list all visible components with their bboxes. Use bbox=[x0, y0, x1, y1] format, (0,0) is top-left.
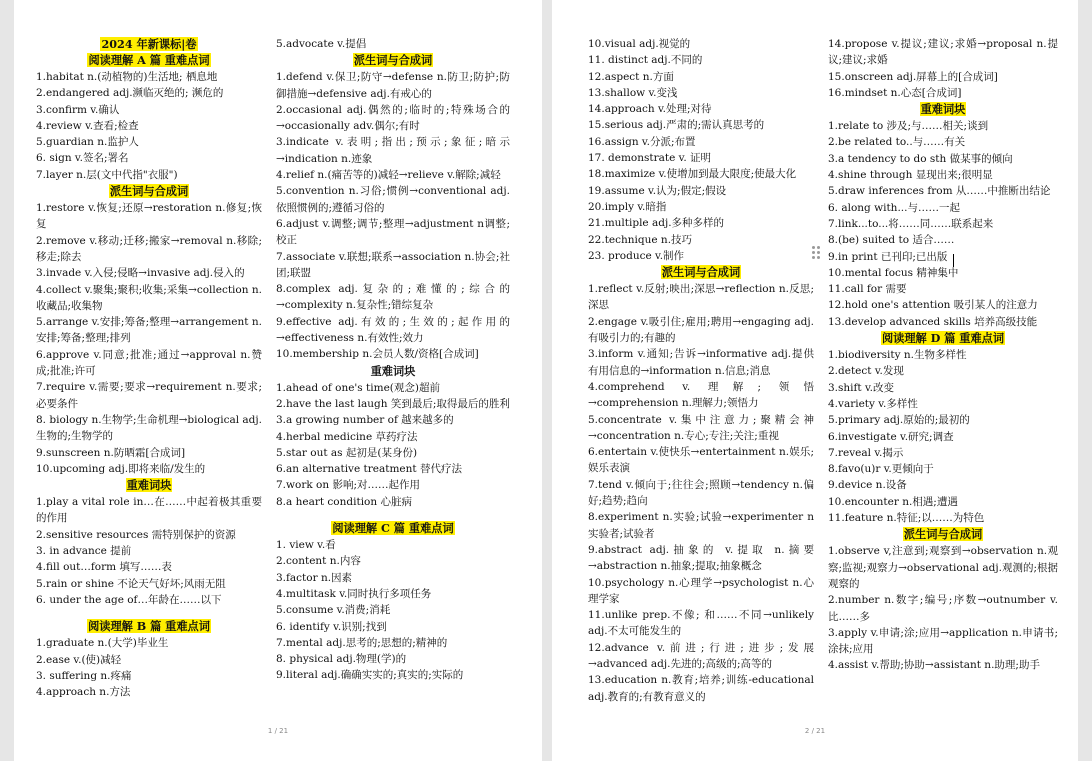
section-heading-text: 派生词与合成词 bbox=[109, 184, 189, 199]
document-page-2 bbox=[552, 0, 1078, 761]
text-cursor bbox=[953, 254, 954, 267]
vocabulary-entry: 8.favo(u)r v.更倾向于 bbox=[828, 463, 934, 476]
vocabulary-entry: 2.engage v.吸引住;雇用;聘用→engaging adj.有吸引力的;有趣的 bbox=[588, 315, 814, 345]
vocabulary-entry: 3.confirm v.确认 bbox=[36, 103, 120, 116]
vocabulary-entry: 3.invade v.入侵;侵略→invasive adj.侵入的 bbox=[36, 267, 245, 280]
vocabulary-entry: 6.investigate v.研究;调查 bbox=[828, 430, 954, 443]
vocabulary-entry: 5.draw inferences from 从……中推断出结论 bbox=[828, 185, 1051, 198]
vocabulary-entry: 1. view v.看 bbox=[276, 539, 336, 552]
vocabulary-entry: 4.comprehend v. 理解; 领悟→comprehension n.理解力;领悟力 bbox=[588, 380, 814, 410]
vocabulary-entry: 10.psychology n.心理学→psychologist n.心理学家 bbox=[588, 576, 814, 605]
section-heading bbox=[36, 619, 262, 634]
vocabulary-entry: 11.unlike prep.不像; 和……不同→unlikely adj.不太可能发生的 bbox=[588, 609, 814, 638]
vocabulary-entry: 3.apply v.申请;涂;应用→application n.申请书;涂抹;应用 bbox=[828, 626, 1058, 656]
page-1-left-column bbox=[36, 36, 262, 700]
vocabulary-entry: 6. under the age of…年龄在……以下 bbox=[36, 593, 222, 606]
vocabulary-entry: 5.guardian n.监护人 bbox=[36, 136, 139, 149]
vocabulary-entry: 6.an alternative treatment 替代疗法 bbox=[276, 463, 462, 476]
vocabulary-entry: 6. identify v.识别;找到 bbox=[276, 620, 387, 633]
vocabulary-entry: 21.multiple adj.多种多样的 bbox=[588, 217, 725, 230]
vocabulary-entry: 3.shift v.改变 bbox=[828, 381, 894, 394]
vocabulary-entry: 5.primary adj.原始的;最初的 bbox=[828, 414, 970, 427]
vocabulary-entry: 10.visual adj.视觉的 bbox=[588, 38, 691, 50]
section-heading bbox=[36, 37, 262, 52]
section-heading-text: 阅读理解 C 篇 重难点词 bbox=[332, 521, 454, 536]
vocabulary-entry: 9.effective adj.有效的;生效的;起作用的→effectiveness n.有效性;效力 bbox=[276, 315, 510, 345]
vocabulary-entry: 6. along with...与……一起 bbox=[828, 201, 960, 214]
vocabulary-entry: 13.develop advanced skills 培养高级技能 bbox=[828, 315, 1038, 328]
vocabulary-entry: 10.encounter n.相遇;遭遇 bbox=[828, 495, 958, 508]
vocabulary-entry: 7.tend v.倾向于;往往会;照顾→tendency n.偏好;趋势;趋向 bbox=[588, 478, 814, 508]
vocabulary-entry: 11.call for 需要 bbox=[828, 283, 907, 296]
vocabulary-entry: 1.play a vital role in…在……中起着极其重要的作用 bbox=[36, 496, 262, 525]
section-heading-text: 重难词块 bbox=[126, 478, 172, 493]
vocabulary-entry: 5.convention n.习俗;惯例→conventional adj.依照惯例的;遵循习俗的 bbox=[276, 185, 510, 214]
vocabulary-entry: 15.serious adj.严肃的;需认真思考的 bbox=[588, 119, 765, 132]
vocabulary-entry: 8.a heart condition 心脏病 bbox=[276, 495, 412, 508]
vocabulary-entry: 9.sunscreen n.防晒霜[合成词] bbox=[36, 446, 186, 459]
vocabulary-entry: 1.defend v.保卫;防守→defense n.防卫;防护;防御措施→defensive adj.有戒心的 bbox=[276, 71, 510, 100]
vocabulary-entry: 1.relate to 涉及;与……相关;谈到 bbox=[828, 120, 989, 133]
vocabulary-entry: 6.entertain v.使快乐→entertainment n.娱乐;娱乐表演 bbox=[588, 446, 814, 475]
vocabulary-entry: 2.number n.数字;编号;序数→outnumber v.比……多 bbox=[828, 594, 1058, 623]
section-heading-text: 派生词与合成词 bbox=[903, 527, 983, 542]
vocabulary-entry: 4.approach n.方法 bbox=[36, 686, 131, 699]
vocabulary-entry: 16.assign v.分派;布置 bbox=[588, 135, 696, 148]
vocabulary-entry: 4.shine through 显现出来;很明显 bbox=[828, 169, 993, 182]
vocabulary-entry: 8. biology n.生物学;生命机理→biological adj.生物的;生物学的 bbox=[36, 413, 262, 443]
vocabulary-entry: 20.imply v.暗指 bbox=[588, 200, 667, 213]
vocabulary-entry: 7.layer n.层(文中代指"衣服") bbox=[36, 168, 178, 181]
page-1-right-column bbox=[276, 36, 510, 684]
vocabulary-entry: 7.work on 影响;对……起作用 bbox=[276, 479, 421, 492]
section-heading-text: 重难词块 bbox=[370, 363, 416, 378]
vocabulary-entry: 2.sensitive resources 需特别保护的资源 bbox=[36, 528, 236, 541]
vocabulary-entry: 12.aspect n.方面 bbox=[588, 70, 674, 83]
vocabulary-entry: 11.feature n.特征;以……为特色 bbox=[828, 512, 985, 525]
section-heading bbox=[828, 331, 1058, 346]
vocabulary-entry: 12.advance v.前进;行进;进步;发展→advanced adj.先进的;高级的;高等的 bbox=[588, 641, 814, 670]
vocabulary-entry: 3.indicate v.表明;指出;预示;象征;暗示→indication n.迹象 bbox=[276, 136, 510, 165]
vocabulary-entry: 2.have the last laugh 笑到最后;取得最后的胜利 bbox=[276, 397, 510, 410]
vocabulary-entry: 7.link...to...将……同……联系起来 bbox=[828, 217, 994, 230]
vocabulary-entry: 4.variety v.多样性 bbox=[828, 397, 918, 410]
section-heading bbox=[36, 478, 262, 493]
section-heading bbox=[588, 265, 814, 280]
vocabulary-entry: 9.abstract adj.抽象的 v.提取 n.摘要→abstraction n.抽象;提取;抽象概念 bbox=[588, 543, 814, 573]
vocabulary-entry: 17. demonstrate v. 证明 bbox=[588, 152, 712, 165]
vocabulary-entry: 1.reflect v.反射;映出;深思→reflection n.反思;深思 bbox=[588, 283, 814, 312]
vocabulary-entry: 2.remove v.移动;迁移;搬家→removal n.移除;移走;除去 bbox=[36, 234, 262, 263]
vocabulary-entry: 7.mental adj.思考的;思想的;精神的 bbox=[276, 636, 448, 649]
vocabulary-entry: 1.observe v,注意到;观察到→observation n.观察;监视;观察力→observational adj.观测的;根据观察的 bbox=[828, 545, 1058, 590]
vocabulary-entry: 3. suffering n.疼痛 bbox=[36, 669, 132, 682]
section-heading bbox=[828, 527, 1058, 542]
vocabulary-entry: 13.shallow v.变浅 bbox=[588, 86, 678, 99]
section-heading bbox=[276, 364, 510, 379]
vocabulary-entry: 4.multitask v.同时执行多项任务 bbox=[276, 587, 432, 600]
vocabulary-entry: 14.propose v.提议;建议;求婚→proposal n.提议;建议;求婚 bbox=[828, 38, 1058, 67]
vocabulary-entry: 4.review v.查看;检查 bbox=[36, 119, 139, 132]
vocabulary-entry: 11. distinct adj.不同的 bbox=[588, 54, 703, 67]
vocabulary-entry: 8.experiment n.实验;试验→experimenter n实验者;试验者 bbox=[588, 511, 814, 540]
section-heading-text: 派生词与合成词 bbox=[353, 53, 433, 68]
vocabulary-entry: 10.upcoming adj.即将来临/发生的 bbox=[36, 462, 206, 475]
vocabulary-entry: 5.star out as 起初是(某身份) bbox=[276, 446, 418, 459]
vocabulary-entry: 7.associate v.联想;联系→association n.协会;社团;联盟 bbox=[276, 250, 510, 279]
vocabulary-entry: 1.ahead of one's time(观念)超前 bbox=[276, 381, 440, 394]
vocabulary-entry: 6.adjust v.调整;调节;整理→adjustment n调整;校正 bbox=[276, 217, 510, 247]
vocabulary-entry: 23. produce v.制作 bbox=[588, 249, 685, 262]
section-heading-text: 阅读理解 A 篇 重难点词 bbox=[88, 53, 210, 67]
section-heading-text: 阅读理解 D 篇 重难点词 bbox=[881, 331, 1005, 346]
vocabulary-entry: 5.arrange v.安排;筹备;整理→arrangement n.安排;筹备;整理;排列 bbox=[36, 316, 262, 345]
vocabulary-entry: 4.relief n.(痛苦等的)减轻→relieve v.解除;减轻 bbox=[276, 169, 501, 182]
section-heading-text: 重难词块 bbox=[920, 102, 966, 117]
vocabulary-entry: 12.hold one's attention 吸引某人的注意力 bbox=[828, 299, 1038, 312]
vocabulary-entry: 4.assist v.帮助;协助→assistant n.助理;助手 bbox=[828, 659, 1040, 672]
vocabulary-entry: 2.endangered adj.濒临灭绝的; 濒危的 bbox=[36, 87, 224, 100]
vocabulary-entry: 19.assume v.认为;假定;假设 bbox=[588, 184, 727, 197]
vocabulary-entry: 2.content n.内容 bbox=[276, 555, 361, 568]
vocabulary-entry: 5.rain or shine 不论天气好坏;风雨无阻 bbox=[36, 577, 226, 590]
vocabulary-entry: 3.factor n.因素 bbox=[276, 571, 353, 584]
vocabulary-entry: 7.reveal v.揭示 bbox=[828, 446, 904, 459]
vocabulary-entry: 1.restore v.恢复;还原→restoration n.修复;恢复 bbox=[36, 202, 262, 231]
section-heading bbox=[276, 53, 510, 68]
page-number: 1 / 21 bbox=[267, 727, 289, 735]
vocabulary-entry: 9.device n.设备 bbox=[828, 479, 907, 492]
vocabulary-entry: 8.complex adj.复杂的;难懂的;综合的→complexity n.复杂性;错综复杂 bbox=[276, 283, 510, 312]
vocabulary-entry: 3.a tendency to do sth 做某事的倾向 bbox=[828, 152, 1013, 165]
page-number: 2 / 21 bbox=[804, 727, 826, 735]
page-2-left-column bbox=[588, 36, 814, 705]
drag-handle-icon[interactable] bbox=[812, 246, 820, 260]
vocabulary-entry: 4.collect v.聚集;聚积;收集;采集→collection n.收藏品;收集物 bbox=[36, 283, 262, 312]
vocabulary-entry: 22.technique n.技巧 bbox=[588, 233, 693, 246]
vocabulary-entry: 18.maximize v.使增加到最大限度;使最大化 bbox=[588, 168, 797, 181]
section-heading bbox=[828, 102, 1058, 117]
vocabulary-entry: 8. physical adj.物理(学)的 bbox=[276, 653, 407, 666]
vocabulary-entry: 7.require v.需要;要求→requirement n.要求;必要条件 bbox=[36, 381, 262, 410]
vocabulary-entry: 10.membership n.会员人数/资格[合成词] bbox=[276, 348, 479, 361]
vocabulary-entry: 6. sign v.签名;署名 bbox=[36, 152, 129, 165]
page-2-right-column bbox=[828, 36, 1058, 674]
vocabulary-entry: 5.concentrate v.集中注意力;聚精会神→concentration n.专心;专注;关注;重视 bbox=[588, 413, 814, 442]
section-heading-text: 2024 年新课标|卷 bbox=[101, 37, 197, 51]
vocabulary-entry: 2.detect v.发现 bbox=[828, 365, 904, 378]
vocabulary-entry: 2.be related to..与……有关 bbox=[828, 136, 966, 149]
section-heading-text: 阅读理解 B 篇 重难点词 bbox=[88, 619, 210, 634]
vocabulary-entry: 3.a growing number of 越来越多的 bbox=[276, 414, 454, 427]
vocabulary-entry: 8.(be) suited to 适合…… bbox=[828, 234, 955, 247]
vocabulary-entry: 3.inform v.通知;告诉→informative adj.提供有用信息的→information n.信息;消息 bbox=[588, 348, 814, 377]
vocabulary-entry: 10.mental focus 精神集中 bbox=[828, 266, 959, 279]
vocabulary-entry: 4.fill out…form 填写……表 bbox=[36, 561, 172, 574]
vocabulary-entry: 1.habitat n.(动植物的)生活地; 栖息地 bbox=[36, 71, 218, 83]
vocabulary-entry: 14.approach v.处理;对待 bbox=[588, 103, 712, 116]
vocabulary-entry: 3. in advance 提前 bbox=[36, 545, 132, 558]
vocabulary-entry: 4.herbal medicine 草药疗法 bbox=[276, 430, 418, 443]
vocabulary-entry: 6.approve v.同意;批准;通过→approval n.赞成;批准;许可 bbox=[36, 348, 262, 378]
vocabulary-entry: 9.in print 已刊印;已出版 bbox=[828, 250, 948, 263]
vocabulary-entry: 5.advocate v.提倡 bbox=[276, 38, 367, 50]
section-heading-text: 派生词与合成词 bbox=[661, 265, 741, 280]
vocabulary-entry: 15.onscreen adj.屏幕上的[合成词] bbox=[828, 70, 998, 83]
vocabulary-entry: 16.mindset n.心态[合成词] bbox=[828, 86, 962, 99]
vocabulary-entry: 1.graduate n.(大学)毕业生 bbox=[36, 637, 169, 650]
vocabulary-entry: 9.literal adj.确确实实的;真实的;实际的 bbox=[276, 669, 464, 682]
document-page-1 bbox=[14, 0, 542, 761]
section-heading bbox=[276, 521, 510, 536]
section-heading bbox=[36, 53, 262, 68]
vocabulary-entry: 1.biodiversity n.生物多样性 bbox=[828, 349, 967, 362]
vocabulary-entry: 5.consume v.消费;消耗 bbox=[276, 604, 391, 617]
section-heading bbox=[36, 184, 262, 199]
vocabulary-entry: 13.education n.教育;培养;训练-educational adj.教育的;有教育意义的 bbox=[588, 674, 814, 703]
vocabulary-entry: 2.ease v.(使)减轻 bbox=[36, 653, 122, 666]
vocabulary-entry: 2.occasional adj.偶然的;临时的;特殊场合的→occasionally adv.偶尔;有时 bbox=[276, 103, 510, 133]
